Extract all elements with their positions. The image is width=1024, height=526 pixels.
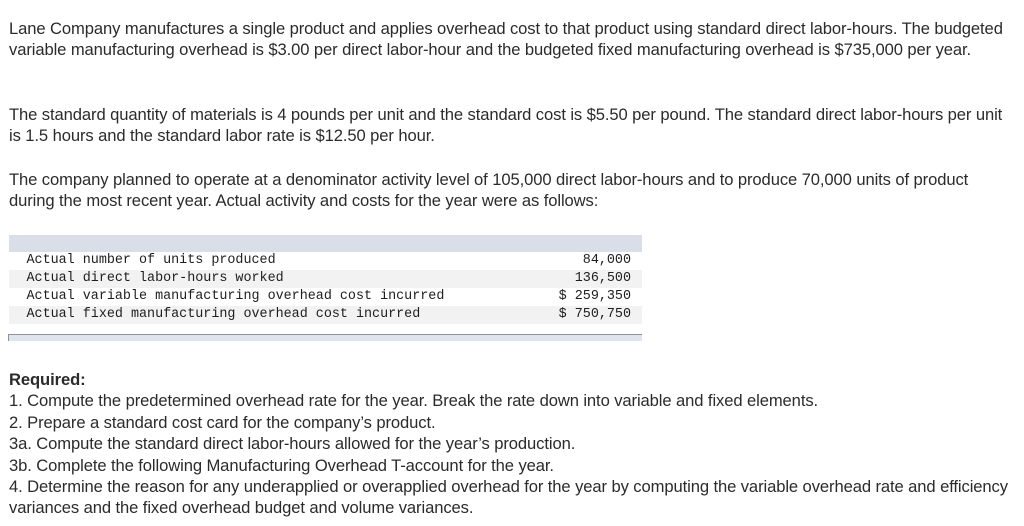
required-item-3b: 3b. Complete the following Manufacturing Overhead T-account for the year. <box>9 455 554 475</box>
row-value: 136,500 <box>540 270 642 288</box>
row-value: 84,000 <box>582 253 631 268</box>
row-value: $ 259,350 <box>558 289 631 304</box>
table-row <box>9 288 643 306</box>
required-item-4: 4. Determine the reason for any underapplied or overapplied overhead for the year by computing the variable overhead rate and efficiency variances and the fixed overhead budget and volume variances. <box>9 477 1008 518</box>
table-spacer <box>9 324 643 335</box>
required-item-3a: 3a. Compute the standard direct labor-hours allowed for the year’s production. <box>9 434 576 454</box>
row-label: Actual variable manufacturing overhead cost incurred <box>26 289 445 304</box>
required-heading: Required: <box>9 370 86 389</box>
table-header-band <box>9 235 643 252</box>
table-footer-band <box>9 335 643 342</box>
standards-paragraph: The standard quantity of materials is 4 pounds per unit and the standard cost is $5.50 per pound. The standard direct labor-hours per unit is 1.5 hours and the standard labor rate is $12.50 per hour. <box>9 105 1003 145</box>
required-section <box>9 369 1019 519</box>
row-label: Actual direct labor-hours worked <box>9 270 541 288</box>
row-value: $ 750,750 <box>540 306 642 324</box>
table-row <box>9 306 643 324</box>
required-item-1: 1. Compute the predetermined overhead rate for the year. Break the rate down into variable and fixed elements. <box>9 391 819 411</box>
row-label: Actual number of units produced <box>26 253 276 268</box>
row-label: Actual fixed manufacturing overhead cost incurred <box>9 306 541 324</box>
table-row <box>9 252 643 270</box>
intro-paragraph: Lane Company manufactures a single product and applies overhead cost to that product using standard direct labor-hours. The budgeted variable manufacturing overhead is $3.00 per direct labor-hour and the budgeted fixed manufacturing overhead is $735,000 per year. <box>9 19 1003 59</box>
required-item-2: 2. Prepare a standard cost card for the company’s product. <box>9 412 436 432</box>
table-row <box>9 270 643 288</box>
actuals-table <box>8 235 642 341</box>
planned-activity-paragraph: The company planned to operate at a denominator activity level of 105,000 direct labor-hours and to produce 70,000 units of product during the most recent year. Actual activity and costs for the year were as follows: <box>9 170 969 210</box>
